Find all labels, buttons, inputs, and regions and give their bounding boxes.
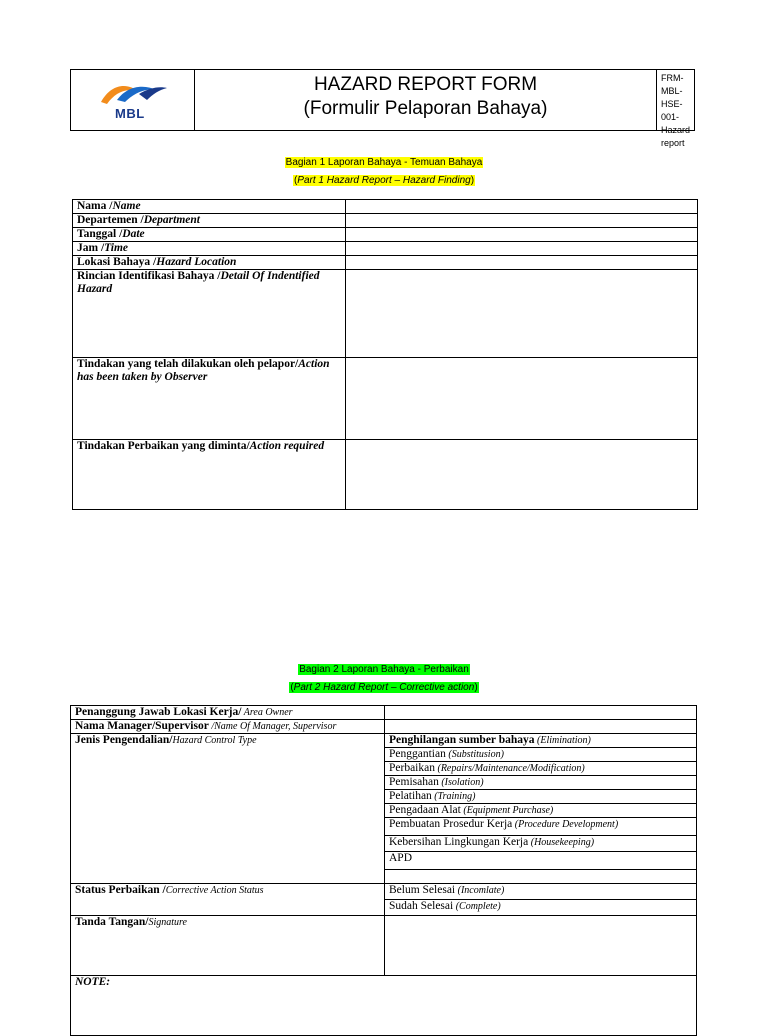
observer-action-label: Tindakan yang telah dilakukan oleh pelapor/Action has been taken by Observer <box>73 358 346 440</box>
part2-heading-sub: (Part 2 Hazard Report – Corrective action) <box>290 682 478 693</box>
hazard-detail-label: Rincian Identifikasi Bahaya /Detail Of Indentified Hazard <box>73 270 346 358</box>
table-row <box>73 440 698 510</box>
table-row <box>73 358 698 440</box>
table-row <box>71 720 697 734</box>
department-field[interactable] <box>346 214 698 228</box>
name-field[interactable] <box>346 200 698 214</box>
table-row <box>73 242 698 256</box>
observer-action-field[interactable] <box>346 358 698 440</box>
table-row <box>73 256 698 270</box>
date-field[interactable] <box>346 228 698 242</box>
status-option-complete[interactable]: Sudah Selesai (Complete) <box>385 900 697 916</box>
form-header <box>70 69 695 148</box>
part1-heading-sub: (Part 1 Hazard Report – Hazard Finding) <box>293 175 475 186</box>
form-code: FRM-MBL-HSE-001- <box>661 73 684 122</box>
signature-field[interactable] <box>385 916 697 976</box>
time-label: Jam /Time <box>73 242 346 256</box>
logo-cell <box>71 70 195 130</box>
form-subtitle: (Formulir Pelaporan Bahaya) <box>303 98 548 119</box>
form-title: HAZARD REPORT FORM <box>313 74 538 95</box>
table-row <box>71 916 697 976</box>
control-type-label: Jenis Pengendalian/Hazard Control Type <box>71 734 385 884</box>
part1-table <box>72 199 698 510</box>
status-option-incomplete[interactable]: Belum Selesai (Incomlate) <box>385 884 697 900</box>
manager-field[interactable] <box>385 720 697 734</box>
time-field[interactable] <box>346 242 698 256</box>
part2-heading-main: Bagian 2 Laporan Bahaya - Perbaikan <box>299 664 469 675</box>
part2-heading <box>0 661 768 697</box>
department-label: Departemen /Department <box>73 214 346 228</box>
table-row <box>73 200 698 214</box>
hazard-location-field[interactable] <box>346 256 698 270</box>
table-row <box>71 976 697 1036</box>
note-label: NOTE: <box>75 976 111 988</box>
note-field[interactable] <box>71 976 697 1036</box>
part1-heading-main: Bagian 1 Laporan Bahaya - Temuan Bahaya <box>285 157 483 168</box>
control-option-apd[interactable]: APD <box>385 852 697 870</box>
date-label: Tanggal /Date <box>73 228 346 242</box>
control-option-training[interactable]: Pelatihan (Training) <box>385 790 697 804</box>
control-option-elimination[interactable]: Penghilangan sumber bahaya (Elimination) <box>385 734 697 748</box>
form-code-desc: Hazard report <box>661 125 691 148</box>
area-owner-label: Penanggung Jawab Lokasi Kerja/ Area Owner <box>71 706 385 720</box>
logo-text: MBL <box>115 106 145 121</box>
control-option-housekeeping[interactable]: Kebersihan Lingkungan Kerja (Housekeeping) <box>385 836 697 852</box>
status-label: Status Perbaikan /Corrective Action Status <box>71 884 385 916</box>
action-required-field[interactable] <box>346 440 698 510</box>
control-option-procedure[interactable]: Pembuatan Prosedur Kerja (Procedure Development) <box>385 818 697 836</box>
table-row <box>71 884 697 900</box>
form-code-cell <box>657 70 694 148</box>
control-option-repairs[interactable]: Perbaikan (Repairs/Maintenance/Modification) <box>385 762 697 776</box>
part2-table <box>70 705 697 1036</box>
control-option-substitution[interactable]: Penggantian (Substitusion) <box>385 748 697 762</box>
control-option-isolation[interactable]: Pemisahan (Isolation) <box>385 776 697 790</box>
table-row <box>71 706 697 720</box>
table-row <box>73 270 698 358</box>
name-label: Nama /Name <box>73 200 346 214</box>
table-row <box>71 734 697 748</box>
hazard-location-label: Lokasi Bahaya /Hazard Location <box>73 256 346 270</box>
table-row <box>73 228 698 242</box>
control-option-equipment[interactable]: Pengadaan Alat (Equipment Purchase) <box>385 804 697 818</box>
hazard-detail-field[interactable] <box>346 270 698 358</box>
manager-label: Nama Manager/Supervisor /Name Of Manager, Supervisor <box>71 720 385 734</box>
signature-label: Tanda Tangan/Signature <box>71 916 385 976</box>
title-cell <box>195 70 657 130</box>
area-owner-field[interactable] <box>385 706 697 720</box>
part1-heading <box>0 154 768 190</box>
control-option-blank[interactable] <box>385 870 697 884</box>
table-row <box>73 214 698 228</box>
action-required-label: Tindakan Perbaikan yang diminta/Action required <box>73 440 346 510</box>
mbl-logo-icon <box>99 80 169 108</box>
